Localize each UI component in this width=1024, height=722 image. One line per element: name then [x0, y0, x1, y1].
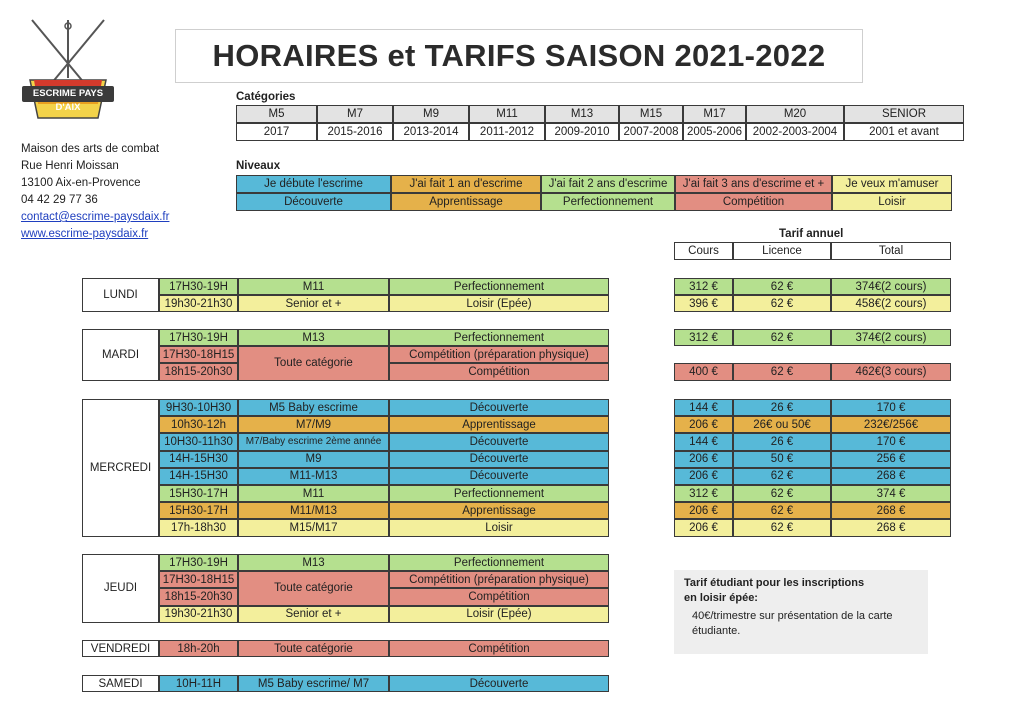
- level-cell: Apprentissage: [389, 502, 609, 519]
- category-cell: Senior et +: [238, 295, 389, 312]
- price-licence: 62 €: [733, 485, 831, 502]
- price-total: 256 €: [831, 451, 951, 468]
- category-cell: M13: [238, 329, 389, 346]
- price-licence: 62 €: [733, 295, 831, 312]
- level-cell: Découverte: [389, 433, 609, 450]
- category-cell: Senior et +: [238, 606, 389, 623]
- price-licence: 62 €: [733, 502, 831, 519]
- level-description: J'ai fait 1 an d'escrime: [391, 175, 541, 193]
- time-slot: 19h30-21h30: [159, 606, 238, 623]
- level-cell: Loisir (Epée): [389, 606, 609, 623]
- day-label-mardi: MARDI: [82, 329, 159, 381]
- price-total: 462€(3 cours): [831, 363, 951, 380]
- category-years: 2011-2012: [469, 123, 545, 141]
- day-label-samedi: SAMEDI: [82, 675, 159, 692]
- student-note-body-2: étudiante.: [692, 625, 741, 637]
- level-cell: Découverte: [389, 451, 609, 468]
- category-cell: M15/M17: [238, 519, 389, 536]
- price-total: 232€/256€: [831, 416, 951, 433]
- level-cell: Découverte: [389, 675, 609, 692]
- price-total: 268 €: [831, 502, 951, 519]
- page-title: HORAIRES et TARIFS SAISON 2021-2022: [175, 29, 863, 83]
- time-slot: 17H30-18H15: [159, 571, 238, 588]
- category-header: M20: [746, 105, 844, 123]
- category-header: M7: [317, 105, 393, 123]
- category-years: 2009-2010: [545, 123, 619, 141]
- club-logo: [20, 18, 116, 122]
- time-slot: 15H30-17H: [159, 485, 238, 502]
- price-licence: 62 €: [733, 519, 831, 536]
- level-cell: Découverte: [389, 399, 609, 416]
- price-cours: 312 €: [674, 278, 733, 295]
- time-slot: 17H30-19H: [159, 329, 238, 346]
- time-slot: 14H-15H30: [159, 451, 238, 468]
- level-cell: Perfectionnement: [389, 485, 609, 502]
- level-name: Loisir: [832, 193, 952, 211]
- level-description: Je débute l'escrime: [236, 175, 391, 193]
- time-slot: 18h15-20h30: [159, 588, 238, 605]
- day-label-lundi: LUNDI: [82, 278, 159, 312]
- contact-address-line2: Rue Henri Moissan: [21, 160, 119, 172]
- day-label-mercredi: MERCREDI: [82, 399, 159, 537]
- price-cours: 144 €: [674, 399, 733, 416]
- level-cell: Perfectionnement: [389, 278, 609, 295]
- tarif-header-cours: Cours: [674, 242, 733, 260]
- category-header: SENIOR: [844, 105, 964, 123]
- price-licence: 26 €: [733, 433, 831, 450]
- level-cell: Compétition: [389, 588, 609, 605]
- level-cell: Perfectionnement: [389, 329, 609, 346]
- contact-website-wrap: [21, 226, 148, 243]
- price-licence: 62 €: [733, 278, 831, 295]
- category-cell: M7/M9: [238, 416, 389, 433]
- price-total: 374€(2 cours): [831, 329, 951, 346]
- category-years: 2017: [236, 123, 317, 141]
- price-cours: 144 €: [674, 433, 733, 450]
- category-cell: M11/M13: [238, 502, 389, 519]
- price-licence: 26€ ou 50€: [733, 416, 831, 433]
- price-total: 170 €: [831, 433, 951, 450]
- price-licence: 26 €: [733, 399, 831, 416]
- category-cell: M11-M13: [238, 468, 389, 485]
- category-header: M11: [469, 105, 545, 123]
- level-description: Je veux m'amuser: [832, 175, 952, 193]
- level-cell: Compétition (préparation physique): [389, 571, 609, 588]
- level-cell: Compétition: [389, 363, 609, 380]
- price-licence: 62 €: [733, 363, 831, 380]
- time-slot: 17h-18h30: [159, 519, 238, 536]
- time-slot: 17H30-18H15: [159, 346, 238, 363]
- level-cell: Découverte: [389, 468, 609, 485]
- price-licence: 50 €: [733, 451, 831, 468]
- category-header: M15: [619, 105, 683, 123]
- contact-phone: 04 42 29 77 36: [21, 194, 98, 206]
- time-slot: 15H30-17H: [159, 502, 238, 519]
- category-cell: M9: [238, 451, 389, 468]
- level-name: Compétition: [675, 193, 832, 211]
- category-years: 2001 et avant: [844, 123, 964, 141]
- time-slot: 10H30-11h30: [159, 433, 238, 450]
- time-slot: 10H-11H: [159, 675, 238, 692]
- student-rate-note: [674, 570, 928, 654]
- contact-address-line1: Maison des arts de combat: [21, 143, 160, 155]
- category-header: M9: [393, 105, 469, 123]
- day-label-vendredi: VENDREDI: [82, 640, 159, 657]
- level-cell: Compétition: [389, 640, 609, 657]
- price-cours: 400 €: [674, 363, 733, 380]
- levels-label: Niveaux: [236, 160, 281, 172]
- level-cell: Loisir (Epée): [389, 295, 609, 312]
- category-header: M17: [683, 105, 746, 123]
- level-cell: Perfectionnement: [389, 554, 609, 571]
- category-years: 2013-2014: [393, 123, 469, 141]
- category-years: 2007-2008: [619, 123, 683, 141]
- price-total: 268 €: [831, 468, 951, 485]
- contact-email-link[interactable]: contact@escrime-paysdaix.fr: [21, 211, 170, 223]
- level-name: Perfectionnement: [541, 193, 675, 211]
- level-cell: Apprentissage: [389, 416, 609, 433]
- student-note-body-1: 40€/trimestre sur présentation de la carte: [692, 610, 893, 622]
- level-name: Apprentissage: [391, 193, 541, 211]
- price-cours: 206 €: [674, 519, 733, 536]
- price-cours: 396 €: [674, 295, 733, 312]
- tarif-title: Tarif annuel: [779, 228, 844, 240]
- day-label-jeudi: JEUDI: [82, 554, 159, 623]
- time-slot: 18h15-20h30: [159, 363, 238, 380]
- category-cell: M7/Baby escrime 2ème année: [238, 433, 389, 450]
- time-slot: 18h-20h: [159, 640, 238, 657]
- logo-text: ESCRIME PAYS D'AIX: [32, 88, 104, 113]
- time-slot: 19h30-21h30: [159, 295, 238, 312]
- category-cell: M13: [238, 554, 389, 571]
- price-cours: 206 €: [674, 502, 733, 519]
- price-cours: 312 €: [674, 485, 733, 502]
- price-licence: 62 €: [733, 329, 831, 346]
- level-name: Découverte: [236, 193, 391, 211]
- level-cell: Compétition (préparation physique): [389, 346, 609, 363]
- category-years: 2002-2003-2004: [746, 123, 844, 141]
- price-total: 458€(2 cours): [831, 295, 951, 312]
- category-cell: M5 Baby escrime: [238, 399, 389, 416]
- category-years: 2005-2006: [683, 123, 746, 141]
- price-total: 170 €: [831, 399, 951, 416]
- price-total: 374€(2 cours): [831, 278, 951, 295]
- price-cours: 206 €: [674, 468, 733, 485]
- time-slot: 17H30-19H: [159, 278, 238, 295]
- price-total: 268 €: [831, 519, 951, 536]
- time-slot: 17H30-19H: [159, 554, 238, 571]
- contact-website-link[interactable]: www.escrime-paysdaix.fr: [21, 228, 149, 240]
- student-note-title-2: en loisir épée:: [684, 592, 758, 604]
- time-slot: 14H-15H30: [159, 468, 238, 485]
- category-header: M5: [236, 105, 317, 123]
- contact-email-wrap: [21, 209, 169, 226]
- tarif-header-licence: Licence: [733, 242, 831, 260]
- category-cell: M5 Baby escrime/ M7: [238, 675, 389, 692]
- level-cell: Loisir: [389, 519, 609, 536]
- price-cours: 206 €: [674, 416, 733, 433]
- level-description: J'ai fait 2 ans d'escrime: [541, 175, 675, 193]
- price-licence: 62 €: [733, 468, 831, 485]
- time-slot: 9H30-10H30: [159, 399, 238, 416]
- category-cell: M11: [238, 278, 389, 295]
- category-years: 2015-2016: [317, 123, 393, 141]
- level-description: J'ai fait 3 ans d'escrime et +: [675, 175, 832, 193]
- time-slot: 10h30-12h: [159, 416, 238, 433]
- price-cours: 206 €: [674, 451, 733, 468]
- categories-label: Catégories: [236, 91, 296, 103]
- category-cell: M11: [238, 485, 389, 502]
- category-header: M13: [545, 105, 619, 123]
- tarif-header-total: Total: [831, 242, 951, 260]
- price-cours: 312 €: [674, 329, 733, 346]
- student-note-title-1: Tarif étudiant pour les inscriptions: [684, 577, 865, 589]
- contact-address-line3: 13100 Aix-en-Provence: [21, 177, 141, 189]
- category-cell-merged: Toute catégorie: [238, 346, 389, 380]
- category-cell-merged: Toute catégorie: [238, 571, 389, 605]
- category-cell: Toute catégorie: [238, 640, 389, 657]
- price-total: 374 €: [831, 485, 951, 502]
